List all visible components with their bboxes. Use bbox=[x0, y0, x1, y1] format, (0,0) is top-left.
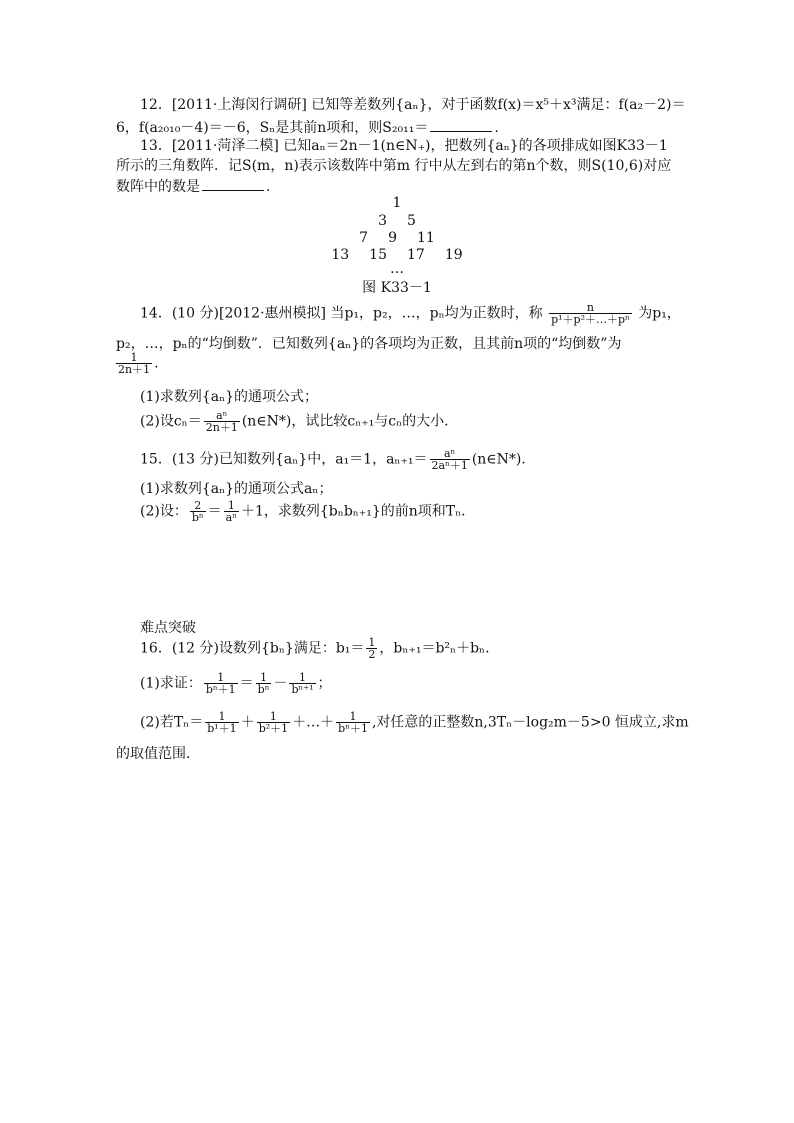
q14-line2: p₂，…，pₙ的“均倒数”．已知数列{aₙ}的各项均为正数，且其前n项的“均倒数”为 bbox=[116, 336, 622, 352]
q16-part1 bbox=[140, 672, 332, 695]
q15-tail: (n∈N*)． bbox=[471, 451, 536, 468]
q16-part2-lead: (2)若Tₙ＝ bbox=[140, 714, 204, 731]
numerator: 1 bbox=[368, 636, 376, 649]
q15-part2 bbox=[140, 500, 466, 523]
triangle-cell: 19 bbox=[444, 247, 463, 263]
answer-blank bbox=[430, 119, 492, 132]
q16-part2 bbox=[140, 711, 689, 734]
fraction bbox=[256, 672, 272, 695]
denominator: b²＋1 bbox=[258, 722, 289, 735]
denominator: bⁿ bbox=[257, 683, 270, 696]
triangle-row-1 bbox=[0, 196, 794, 210]
fraction bbox=[204, 410, 240, 433]
denominator: aⁿ bbox=[225, 511, 237, 524]
denominator: bⁿ＋1 bbox=[205, 683, 236, 696]
denominator: b¹＋1 bbox=[207, 722, 237, 735]
q14-part2 bbox=[140, 410, 458, 433]
fraction bbox=[366, 637, 377, 660]
q15-line1 bbox=[140, 448, 535, 471]
q12-line2-text: 6，f(a₂₀₁₀－4)＝－6，Sₙ是其前n项和，则S₂₀₁₁＝ bbox=[116, 120, 429, 136]
period: . bbox=[494, 120, 499, 136]
triangle-ellipsis: … bbox=[390, 261, 404, 277]
fraction bbox=[289, 672, 315, 695]
q14-lead: 14．(10 分)[2012·惠州模拟] 当p₁，p₂，…，pₙ均为正数时，称 bbox=[140, 305, 543, 322]
triangle-cell: 17 bbox=[407, 247, 425, 263]
fraction bbox=[205, 711, 238, 734]
q13-line2: 所示的三角数阵．记S(m，n)表示该数阵中第m 行中从左到右的第n个数，则S(10,6)对应 bbox=[116, 158, 672, 174]
numerator: 1 bbox=[260, 671, 268, 684]
triangle-cell: 13 bbox=[331, 247, 350, 263]
numerator: aⁿ bbox=[216, 409, 228, 422]
q13-line1: 13．[2011·菏泽二模] 已知aₙ＝2n－1(n∈N₊)，把数列{aₙ}的各项排成如图K33－1 bbox=[140, 138, 668, 154]
numerator: 1 bbox=[217, 671, 225, 684]
q14-part2-lead: (2)设cₙ＝ bbox=[140, 413, 202, 430]
q14-part1: (1)求数列{aₙ}的通项公式； bbox=[140, 389, 319, 405]
fraction bbox=[224, 500, 239, 523]
q12-line1: 12．[2011·上海闵行调研] 已知等差数列{aₙ}，对于函数f(x)＝x⁵＋x³满足：f(a₂－2)＝ bbox=[140, 97, 686, 113]
numerator: 1 bbox=[349, 710, 357, 723]
denominator: bⁿ＋1 bbox=[338, 722, 368, 735]
semicolon: ； bbox=[317, 675, 332, 692]
triangle-cell: 11 bbox=[417, 230, 435, 246]
numerator: 2 bbox=[194, 499, 202, 512]
q15-lead: 15．(13 分)已知数列{aₙ}中，a₁＝1，aₙ₊₁＝ bbox=[140, 451, 428, 468]
q14-part2-tail: (n∈N*)，试比较cₙ₊₁与cₙ的大小． bbox=[241, 413, 459, 430]
triangle-cell: 15 bbox=[369, 247, 387, 263]
q15-part2-lead: (2)设： bbox=[140, 503, 188, 520]
fraction bbox=[336, 711, 370, 734]
triangle-row-4 bbox=[0, 248, 794, 262]
numerator: 1 bbox=[130, 351, 138, 364]
q13-line3-text: 数阵中的数是 bbox=[116, 179, 200, 195]
triangle-cell: 5 bbox=[407, 213, 416, 229]
q16-line1 bbox=[140, 637, 490, 660]
q13-line3 bbox=[116, 178, 270, 194]
q16-part2-line2: 的取值范围． bbox=[116, 746, 200, 762]
q15-part1: (1)求数列{aₙ}的通项公式aₙ； bbox=[140, 481, 333, 497]
fraction bbox=[430, 448, 470, 471]
q14-line3 bbox=[116, 352, 159, 375]
denominator: bⁿ⁺¹ bbox=[291, 683, 314, 696]
numerator: 1 bbox=[227, 499, 235, 512]
minus: － bbox=[273, 675, 288, 692]
fraction bbox=[257, 711, 290, 734]
plus: ＋ bbox=[240, 714, 255, 731]
q14-tail: 为p₁， bbox=[638, 305, 681, 322]
numerator: aⁿ bbox=[444, 447, 456, 460]
figure-caption: 图 K33－1 bbox=[362, 280, 432, 296]
fraction bbox=[549, 302, 632, 325]
fraction bbox=[116, 352, 152, 375]
q16-part1-lead: (1)求证： bbox=[140, 675, 202, 692]
numerator: 1 bbox=[298, 671, 306, 684]
answer-blank bbox=[202, 178, 264, 191]
denominator: p¹＋p²＋…＋pⁿ bbox=[551, 313, 630, 326]
numerator: 1 bbox=[269, 710, 277, 723]
ellipsis-sum: ＋…＋ bbox=[292, 714, 335, 731]
denominator: 2aⁿ＋1 bbox=[431, 459, 468, 472]
triangle-cell: 9 bbox=[388, 230, 397, 246]
equals: ＝ bbox=[207, 503, 222, 520]
q12-line2 bbox=[116, 119, 499, 135]
triangle-cell: 1 bbox=[392, 195, 402, 211]
fraction bbox=[204, 672, 238, 695]
equals: ＝ bbox=[239, 675, 254, 692]
triangle-cell: 3 bbox=[378, 213, 387, 229]
triangle-row-3 bbox=[0, 231, 794, 245]
fraction bbox=[190, 500, 206, 523]
denominator: 2 bbox=[368, 648, 376, 661]
triangle-row-2 bbox=[0, 214, 794, 228]
period: . bbox=[154, 355, 159, 372]
q16-part2-tail: ,对任意的正整数n,3Tₙ－log₂m－5>0 恒成立,求m bbox=[371, 714, 689, 731]
denominator: 2n＋1 bbox=[118, 363, 151, 376]
q14-line1 bbox=[140, 302, 681, 325]
period: . bbox=[266, 179, 271, 195]
denominator: 2n＋1 bbox=[205, 421, 238, 434]
numerator: 1 bbox=[218, 710, 226, 723]
q16-lead: 16．(12 分)设数列{bₙ}满足：b₁＝ bbox=[140, 640, 365, 657]
denominator: bⁿ bbox=[191, 511, 204, 524]
triangle-cell: 7 bbox=[359, 230, 369, 246]
section-heading: 难点突破 bbox=[140, 620, 196, 636]
numerator: n bbox=[586, 301, 594, 314]
q16-tail: ，bₙ₊₁＝b²ₙ＋bₙ. bbox=[379, 640, 490, 657]
q15-part2-tail: ＋1，求数列{bₙbₙ₊₁}的前n项和Tₙ. bbox=[240, 503, 466, 520]
